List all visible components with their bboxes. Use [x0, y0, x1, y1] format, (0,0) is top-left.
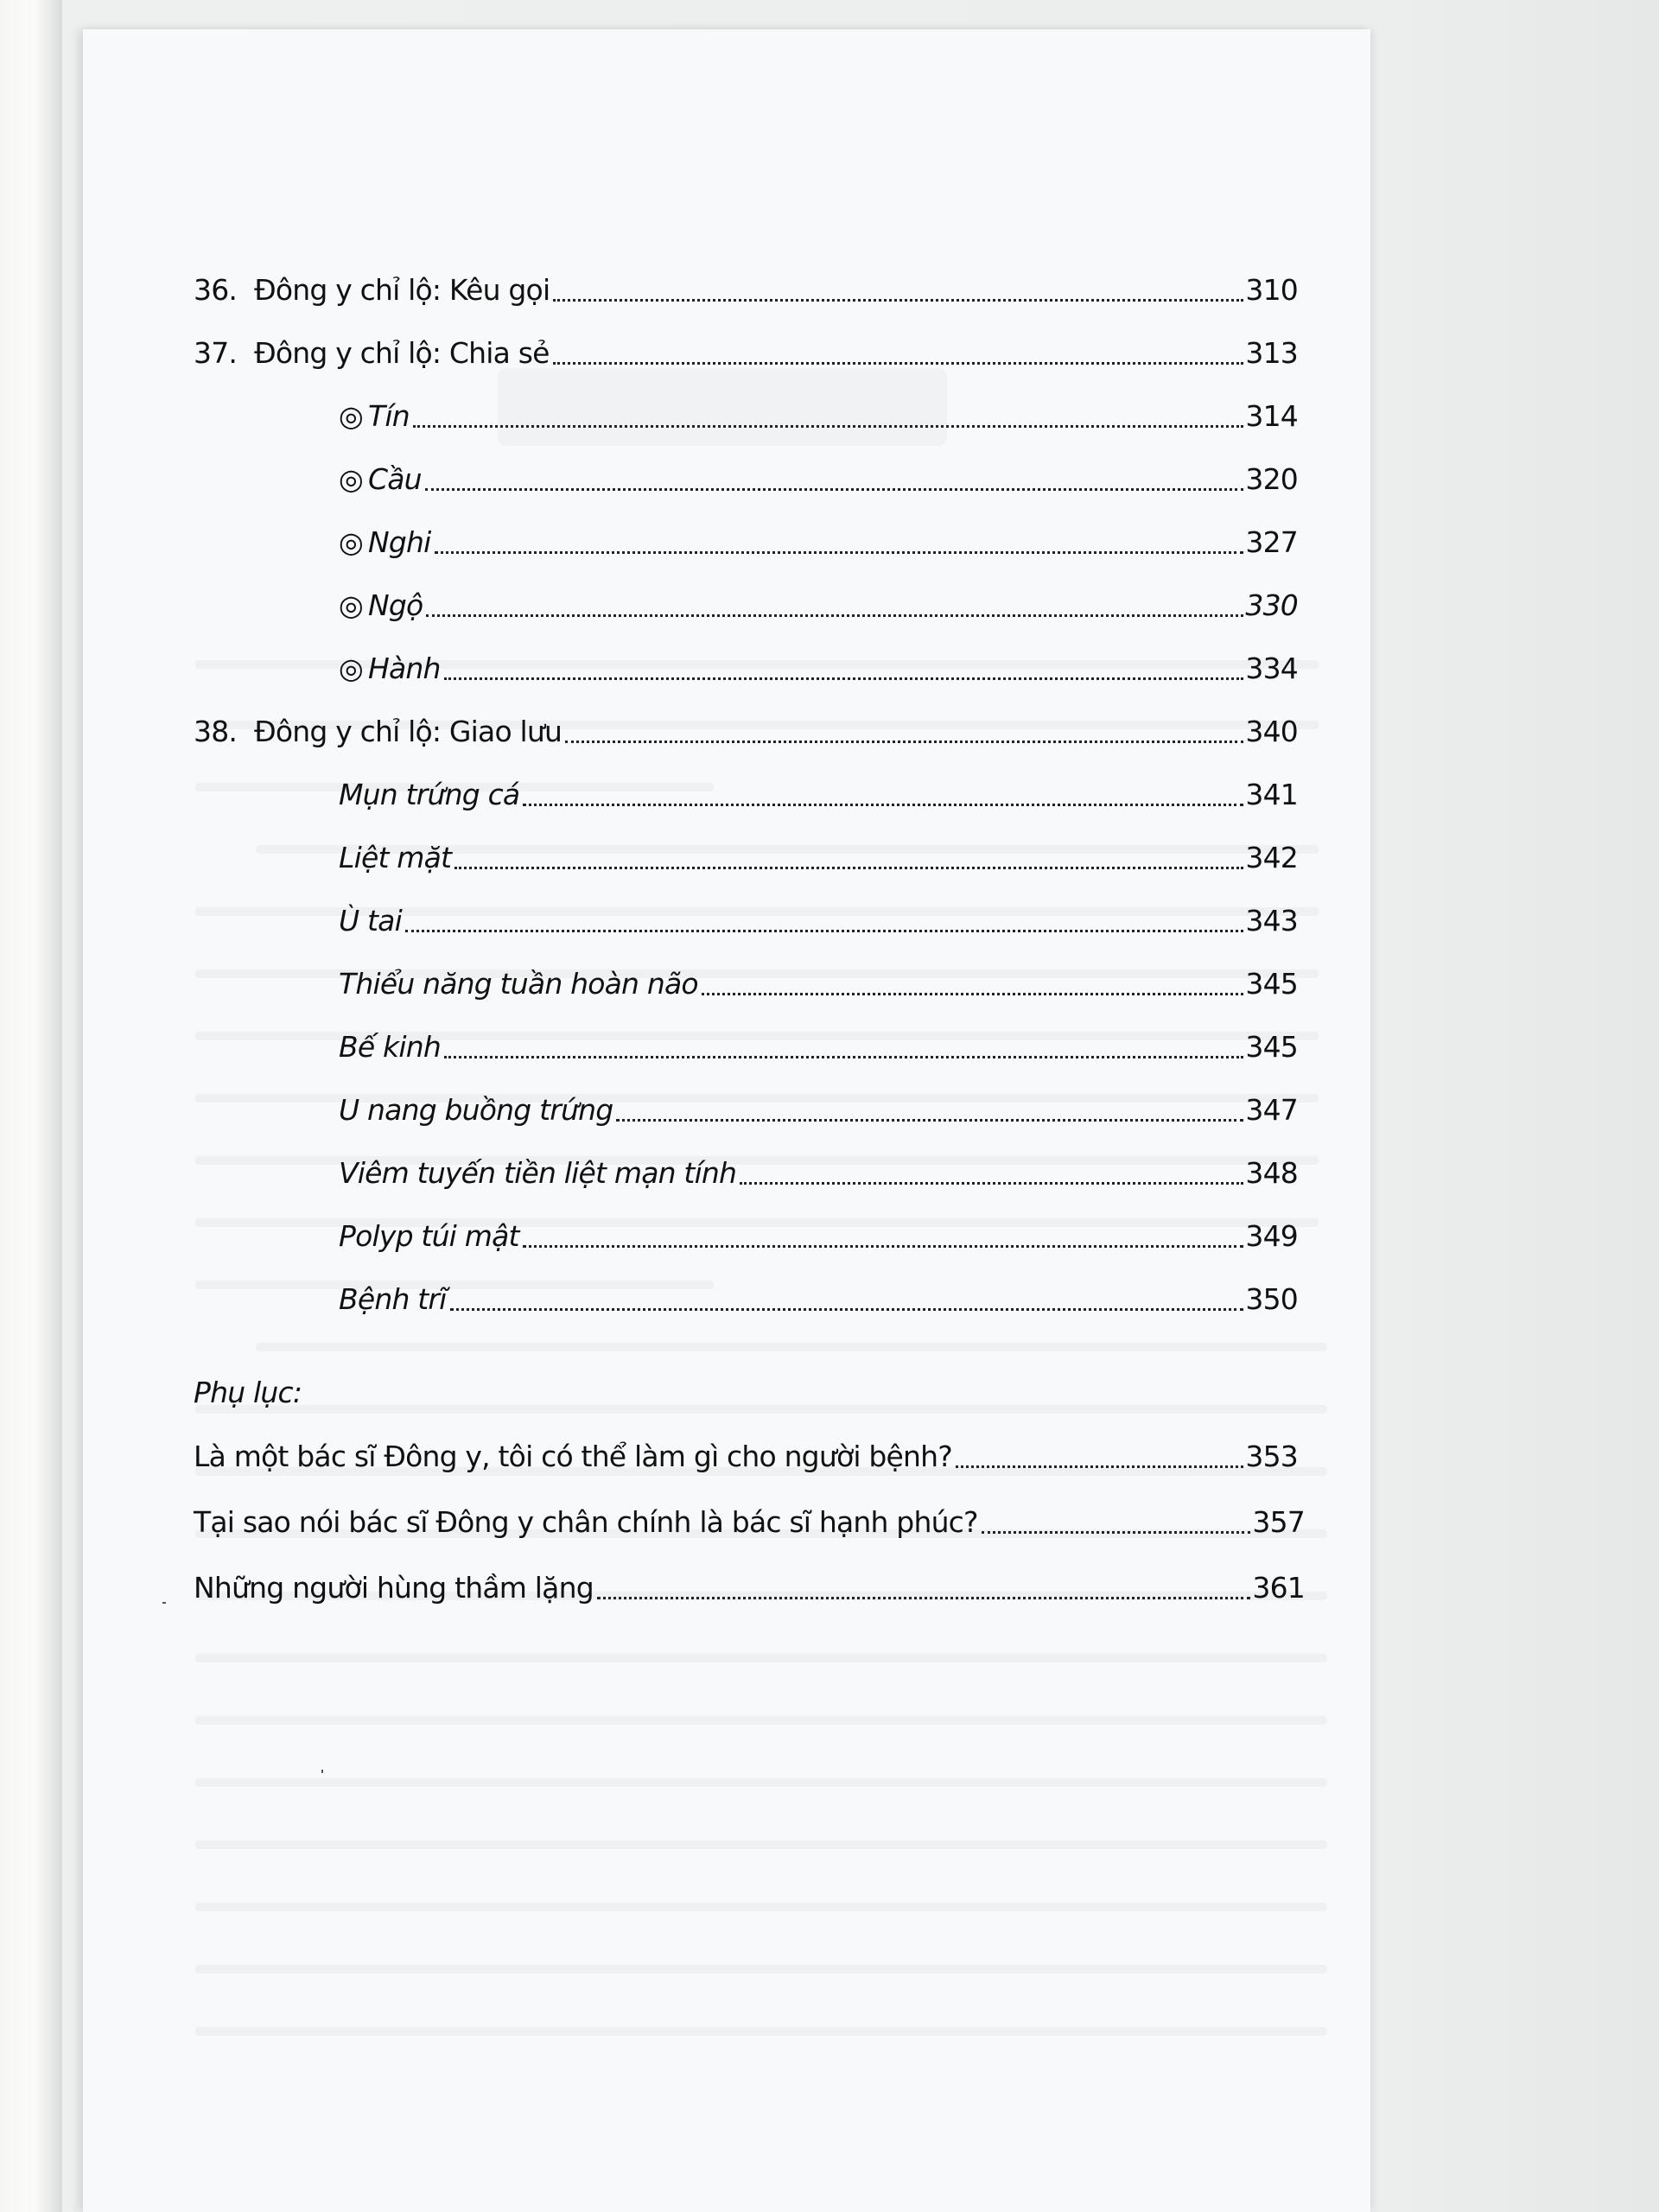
subentry-title: Bế kinh [339, 1030, 441, 1064]
subentry-title: Ngộ [368, 588, 423, 622]
toc-subentry [339, 772, 1298, 814]
chapter-title: Đông y chỉ lộ: Chia sẻ [254, 336, 550, 370]
toc-subentry [339, 962, 1298, 1003]
page-number: 349 [1245, 1219, 1298, 1253]
page-number: 320 [1245, 462, 1298, 496]
paper-speck [321, 1770, 323, 1773]
subentry-title: Nghi [368, 525, 431, 559]
subentry-title: Cầu [368, 462, 422, 496]
dot-leader [565, 741, 1243, 743]
toc-subentry-cau [339, 457, 1298, 499]
toc-subentry-nghi [339, 520, 1298, 562]
toc-subentry [339, 1025, 1298, 1066]
dot-leader [450, 1308, 1244, 1311]
dot-leader [553, 299, 1243, 302]
page-number: 343 [1245, 904, 1298, 938]
page-number: 345 [1245, 967, 1298, 1001]
toc-entry-chapter-37 [194, 331, 1298, 372]
toc-appendix-entry [194, 1566, 1305, 1607]
dot-leader [553, 362, 1244, 365]
page-number: 347 [1245, 1093, 1298, 1127]
dot-leader [616, 1119, 1243, 1122]
toc-subentry [339, 899, 1298, 940]
double-circle-icon: ◎ [339, 399, 363, 433]
page-number: 353 [1245, 1440, 1298, 1473]
page-number: 310 [1245, 273, 1298, 307]
dot-leader [740, 1182, 1243, 1185]
appendix-title: Là một bác sĩ Đông y, tôi có thể làm gì cho người bệnh? [194, 1440, 952, 1473]
chapter-number: 37. [194, 336, 238, 370]
chapter-title: Đông y chỉ lộ: Giao lưu [254, 715, 563, 748]
subentry-title: Tín [368, 399, 410, 433]
subentry-title: Viêm tuyến tiền liệt mạn tính [339, 1156, 737, 1190]
toc-subentry [339, 1214, 1298, 1255]
dot-leader [956, 1465, 1243, 1468]
table-of-contents [83, 29, 1370, 2212]
page-number: 348 [1245, 1156, 1298, 1190]
double-circle-icon: ◎ [339, 462, 363, 496]
toc-subentry [339, 1151, 1298, 1192]
chapter-title: Đông y chỉ lộ: Kêu gọi [254, 273, 550, 307]
page-number: 313 [1245, 336, 1298, 370]
toc-appendix-entry [194, 1500, 1305, 1541]
dot-leader [444, 677, 1244, 680]
toc-subentry [339, 1277, 1298, 1319]
dot-leader [426, 614, 1243, 617]
page-number: 361 [1252, 1571, 1305, 1605]
previous-page-edge [0, 0, 62, 2212]
toc-subentry-ngo [339, 583, 1298, 625]
paper-speck [162, 1602, 166, 1604]
page-number: 357 [1252, 1505, 1305, 1539]
dot-leader [425, 488, 1244, 491]
double-circle-icon: ◎ [339, 588, 363, 622]
subentry-title: Bệnh trĩ [339, 1282, 447, 1316]
page-number: 327 [1245, 525, 1298, 559]
subentry-title: Ù tai [339, 904, 402, 938]
dot-leader [523, 1245, 1244, 1248]
dot-leader [435, 551, 1244, 554]
toc-subentry [339, 1088, 1298, 1129]
page-number: 345 [1245, 1030, 1298, 1064]
double-circle-icon: ◎ [339, 652, 363, 685]
page-number: 341 [1245, 778, 1298, 811]
dot-leader [702, 993, 1244, 995]
subentry-title: Thiểu năng tuần hoàn não [339, 967, 698, 1001]
page-number: 334 [1245, 652, 1298, 685]
page-number: 330 [1245, 588, 1298, 622]
dot-leader [597, 1597, 1251, 1599]
appendix-title: Tại sao nói bác sĩ Đông y chân chính là bác sĩ hạnh phúc? [194, 1505, 978, 1539]
subentry-title: Mụn trứng cá [339, 778, 520, 811]
toc-subentry-tin [339, 394, 1298, 435]
toc-subentry-hanh [339, 646, 1298, 688]
subentry-title: Liệt mặt [339, 841, 452, 874]
chapter-number: 36. [194, 273, 238, 307]
toc-entry-chapter-36 [194, 268, 1298, 309]
appendix-heading: Phụ lục: [194, 1376, 302, 1409]
dot-leader [413, 425, 1244, 428]
dot-leader [454, 867, 1243, 869]
appendix-title: Những người hùng thầm lặng [194, 1571, 594, 1605]
subentry-title: U nang buồng trứng [339, 1093, 613, 1127]
dot-leader [405, 930, 1243, 932]
page-number: 350 [1245, 1282, 1298, 1316]
book-page [83, 29, 1370, 2212]
dot-leader [982, 1531, 1251, 1534]
page-number: 340 [1245, 715, 1298, 748]
toc-entry-chapter-38 [194, 709, 1298, 751]
dot-leader [523, 804, 1243, 806]
toc-appendix-entry [194, 1434, 1298, 1476]
subentry-title: Hành [368, 652, 441, 685]
subentry-title: Polyp túi mật [339, 1219, 519, 1253]
page-number: 314 [1245, 399, 1298, 433]
dot-leader [444, 1056, 1243, 1058]
toc-subentry [339, 836, 1298, 877]
page-number: 342 [1245, 841, 1298, 874]
chapter-number: 38. [194, 715, 238, 748]
double-circle-icon: ◎ [339, 525, 363, 559]
